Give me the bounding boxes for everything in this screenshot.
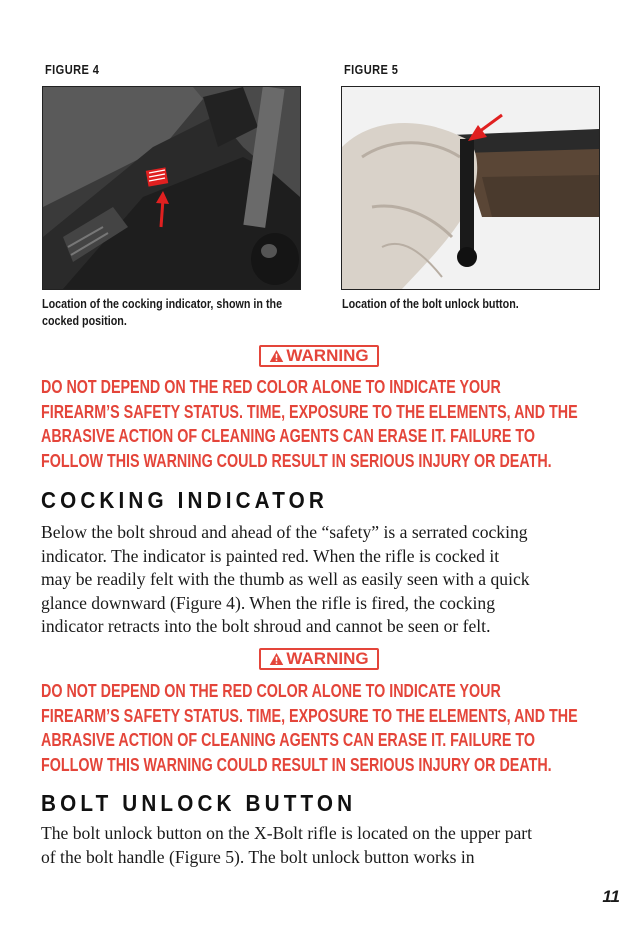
warning-line: ABRASIVE ACTION OF CLEANING AGENTS CAN ERASE IT. FAILURE TO [41,426,535,446]
body-line: glance downward (Figure 4). When the rifle is fired, the cocking [41,592,496,613]
warning-text [41,375,598,473]
body-line: may be readily felt with the thumb as well as easily seen with a quick [41,569,530,589]
warning-line: FOLLOW THIS WARNING COULD RESULT IN SERIOUS INJURY OR DEATH. [41,754,552,775]
body-line: Below the bolt shroud and ahead of the “safety” is a serrated cocking [41,522,528,542]
section-body-cocking-indicator [41,521,601,639]
warning-badge [259,345,379,367]
warning-line: FIREARM’S SAFETY STATUS. TIME, EXPOSURE TO THE ELEMENTS, AND THE [41,401,578,422]
figure-5-image [341,86,600,290]
warning-line: DO NOT DEPEND ON THE RED COLOR ALONE TO INDICATE YOUR [41,681,501,701]
body-line: of the bolt handle (Figure 5). The bolt unlock button works in [41,846,475,867]
warning-line: ABRASIVE ACTION OF CLEANING AGENTS CAN ERASE IT. FAILURE TO [41,730,535,750]
body-line: The bolt unlock button on the X-Bolt rifle is located on the upper part [41,823,533,843]
warning-line: FIREARM’S SAFETY STATUS. TIME, EXPOSURE TO THE ELEMENTS, AND THE [41,705,578,726]
body-line: indicator retracts into the bolt shroud and cannot be seen or felt. [41,616,491,636]
body-line: indicator. The indicator is painted red. When the rifle is cocked it [41,545,500,566]
warning-badge-label: WARNING [286,649,369,668]
warning-triangle-icon [269,349,284,363]
section-heading-bolt-unlock-button: BOLT UNLOCK BUTTON [41,790,357,816]
figure-5-label: FIGURE 5 [344,62,399,77]
figure-4-image [42,86,301,290]
warning-text [41,679,598,777]
page-number: 11 [602,887,620,906]
warning-line: FOLLOW THIS WARNING COULD RESULT IN SERIOUS INJURY OR DEATH. [41,450,552,471]
warning-badge-label: WARNING [286,346,369,365]
figure-4-caption: Location of the cocking indicator, shown in the cocked position. [42,297,283,328]
section-heading-cocking-indicator: COCKING INDICATOR [41,487,328,513]
figure-5-caption: Location of the bolt unlock button. [342,297,519,311]
warning-triangle-icon [269,652,284,666]
figure-4-label: FIGURE 4 [45,62,100,77]
warning-line: DO NOT DEPEND ON THE RED COLOR ALONE TO INDICATE YOUR [41,377,501,397]
warning-badge [259,648,379,670]
section-body-bolt-unlock-button [41,822,601,869]
